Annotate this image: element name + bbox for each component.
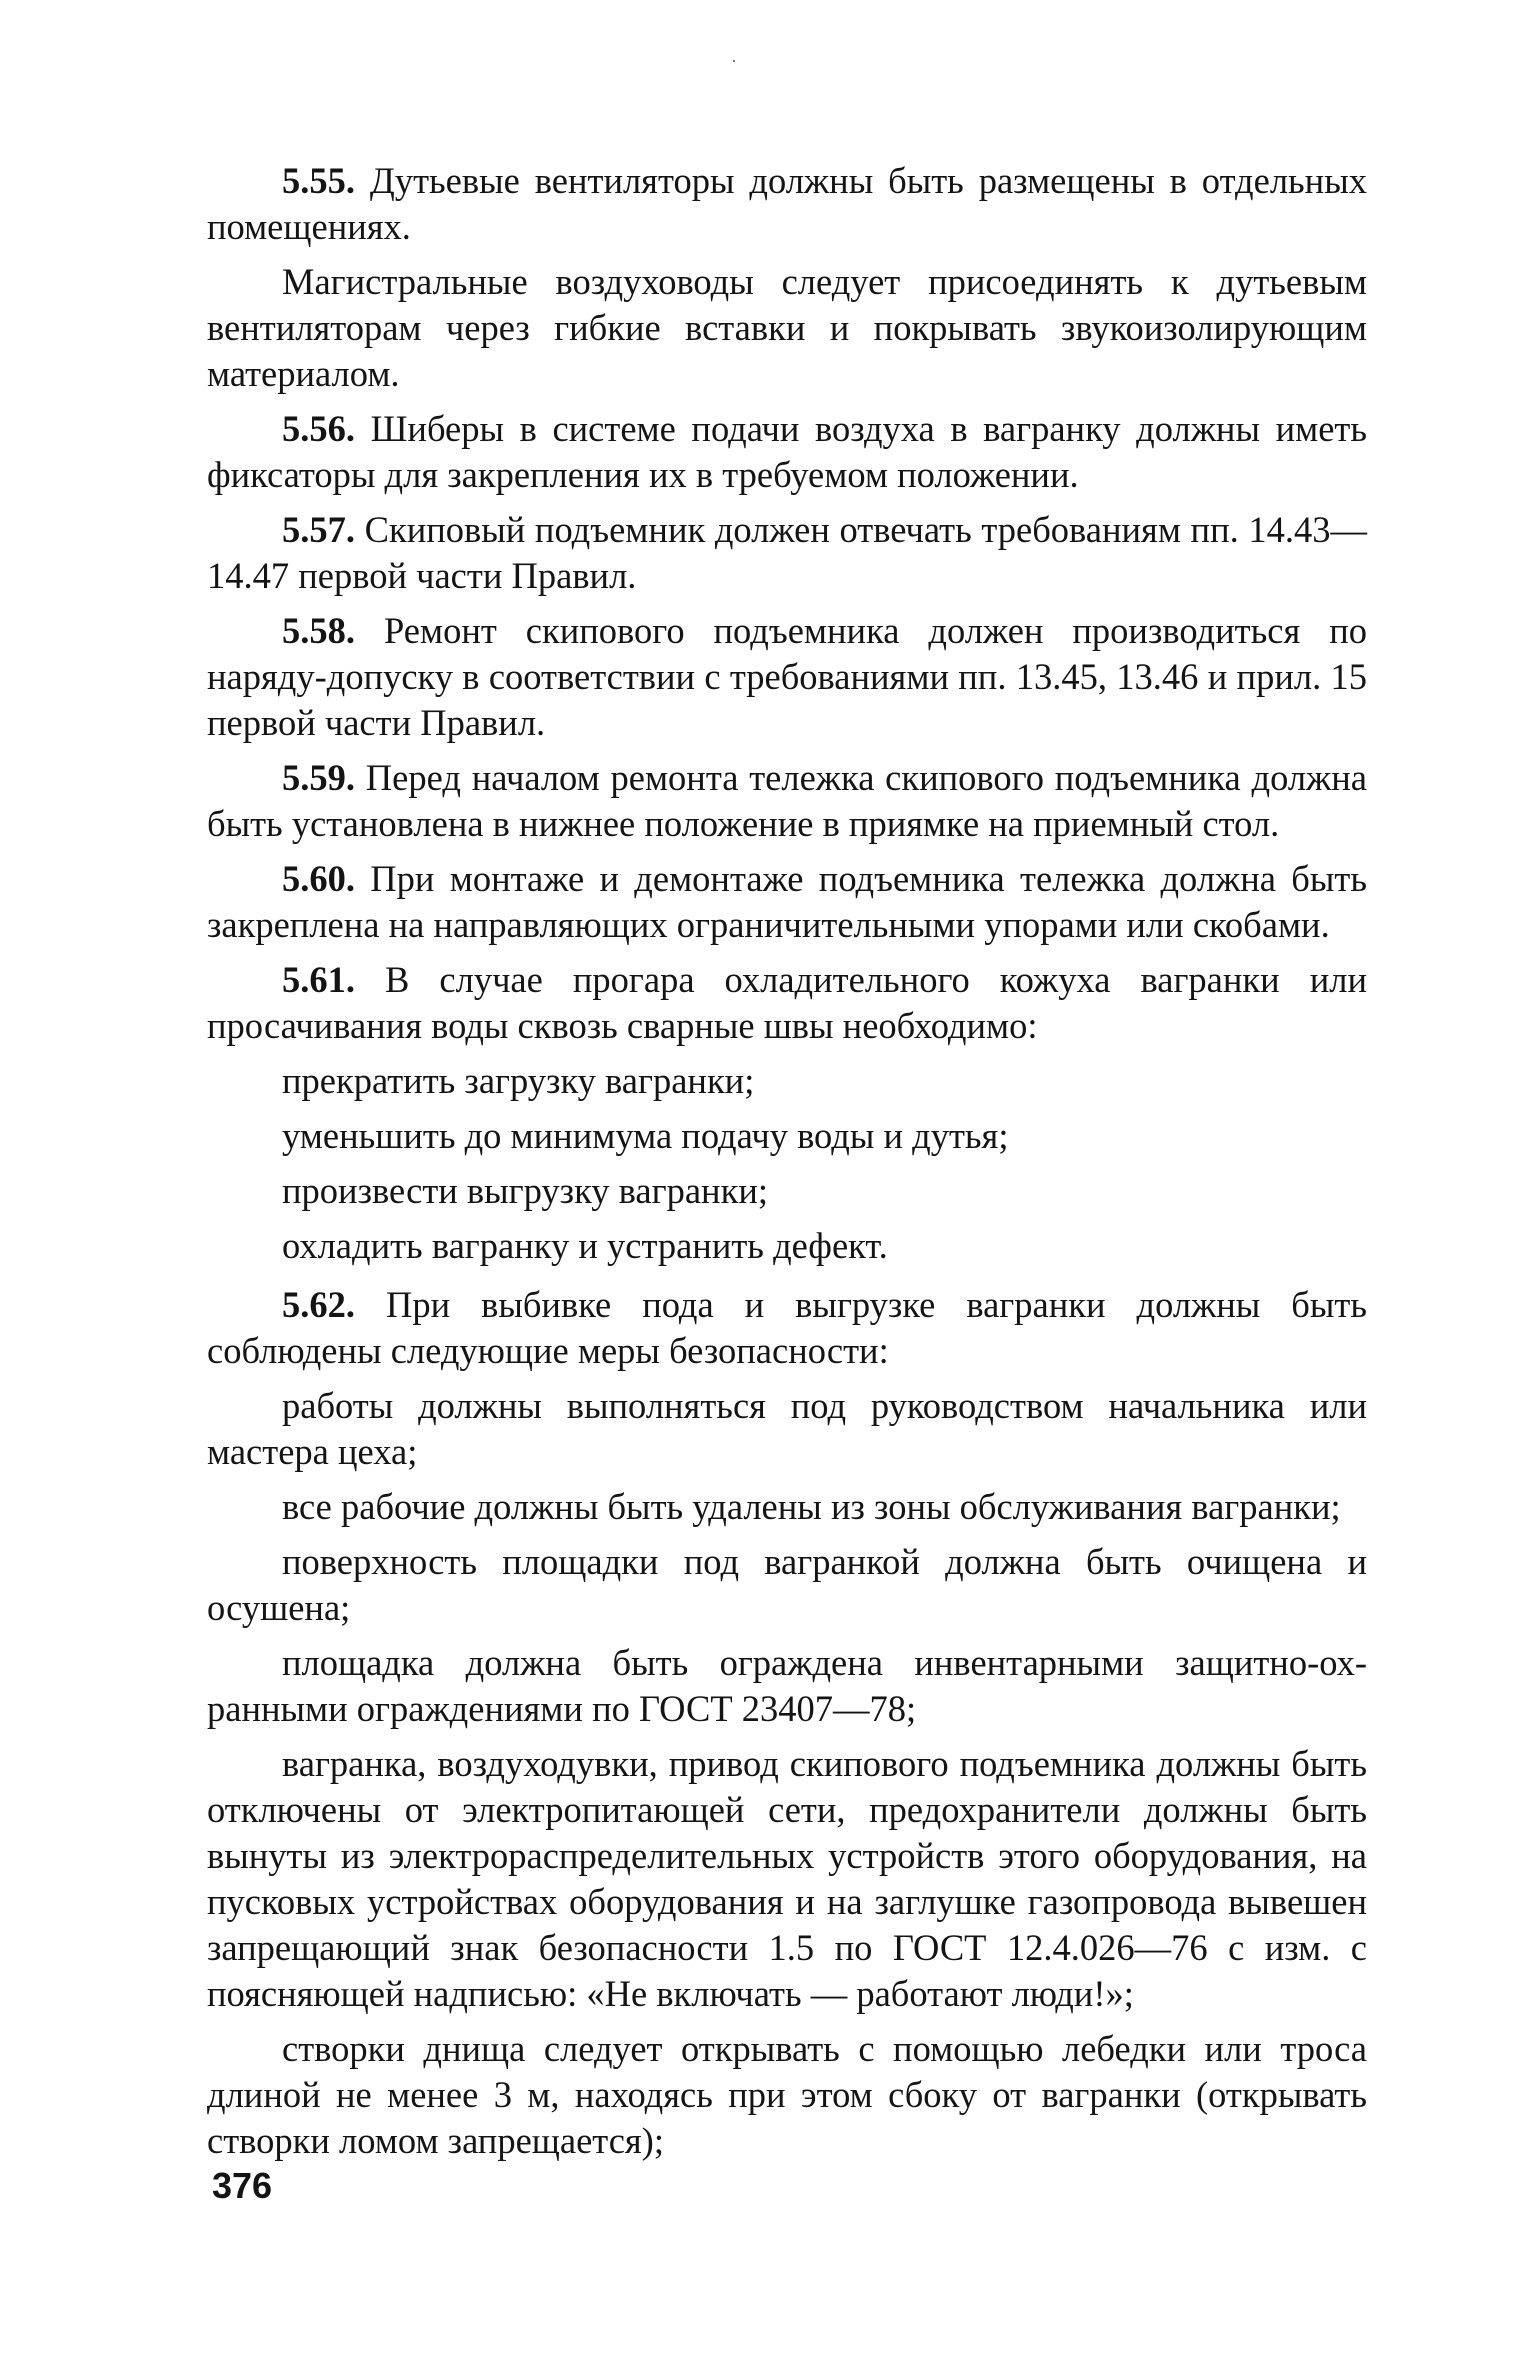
- page-number: 376: [212, 2165, 273, 2206]
- paragraph-number: 5.57.: [282, 509, 355, 550]
- list-item: охладить вагранку и устранить дефект.: [282, 1225, 888, 1266]
- paragraph-number: 5.55.: [282, 160, 355, 201]
- paragraph-number: 5.62.: [282, 1284, 355, 1325]
- list-item: площадка должна быть ограждена инвентарными защитно-охранными ограждениями по ГОСТ 23407—78;: [207, 1642, 1367, 1729]
- paragraph-number: 5.60.: [282, 858, 355, 899]
- list-item: створки днища следует открывать с помощью лебедки или троса длиной не менее 3 м, находясь при этом сбоку от вагранки (открывать створки ломом запрещается);: [207, 2028, 1367, 2161]
- paragraph-5-58: [207, 608, 1367, 746]
- paragraph-text: Дутьевые вентиляторы должны быть размещены в отдельных помещениях.: [207, 160, 1367, 247]
- list-item: работы должны выполняться под руководством начальника или мастера цеха;: [207, 1385, 1367, 1472]
- paragraph-number: 5.58.: [282, 610, 355, 651]
- paragraph-5-59: [207, 755, 1367, 847]
- scan-speck: [733, 60, 735, 62]
- paragraph-text: При монтаже и демонтаже подъемника тележка должна быть закреплена на направляющих ограничительными упорами или скобами.: [207, 858, 1367, 945]
- paragraph-text: В случае прогара охладительного кожуха вагранки или просачивания воды сквозь сварные швы необходимо:: [207, 959, 1367, 1046]
- paragraph-5-57: [207, 507, 1367, 599]
- list-item: уменьшить до минимума подачу воды и дутья;: [282, 1115, 1009, 1156]
- document-page: [207, 158, 1367, 2164]
- paragraph-5-62: [207, 1282, 1367, 1374]
- list-item: вагранка, воздуходувки, привод скипового подъемника должны быть отключены от электропитающей сети, предохранители должны быть вынуты из электрораспределительных устройств этого оборудования, на пусковых устройствах оборудования и на заглушке газопровода вывешен запрещающий знак безопасности 1.5 по ГОСТ 12.4.026—76 с изм. с поясняющей надписью: «Не включать — работают люди!»;: [207, 1743, 1367, 2014]
- list-item: прекратить загрузку вагранки;: [282, 1060, 755, 1101]
- list-item: поверхность площадки под вагранкой должна быть очищена и осушена;: [207, 1541, 1367, 1628]
- paragraph-text: При выбивке пода и выгрузке вагранки должны быть соблюдены следующие меры безопасности:: [207, 1284, 1367, 1371]
- paragraph-5-61: [207, 957, 1367, 1049]
- paragraph-number: 5.59.: [282, 757, 355, 798]
- list-item: все рабочие должны быть удалены из зоны обслуживания вагранки;: [282, 1486, 1341, 1527]
- paragraph-text: Скиповый подъемник должен отвечать требованиям пп. 14.43—14.47 первой части Правил.: [207, 509, 1367, 596]
- paragraph-5-55-continued: [207, 259, 1367, 397]
- paragraph-5-60: [207, 856, 1367, 948]
- paragraph-number: 5.61.: [282, 959, 355, 1000]
- paragraph-number: 5.56.: [282, 408, 355, 449]
- paragraph-5-55: [207, 158, 1367, 250]
- paragraph-5-56: [207, 406, 1367, 498]
- paragraph-text: Магистральные воздуховоды следует присоединять к дутьевым вентиляторам через гибкие вставки и покрывать звукоизолирующим материалом.: [207, 261, 1367, 394]
- paragraph-text: Перед началом ремонта тележка скипового подъемника должна быть установлена в нижнее положение в приямке на приемный стол.: [207, 757, 1367, 844]
- list-item: произвести выгрузку вагранки;: [282, 1170, 768, 1211]
- paragraph-text: Ремонт скипового подъемника должен производиться по наряду-допуску в соответствии с требованиями пп. 13.45, 13.46 и прил. 15 первой части Правил.: [207, 610, 1367, 743]
- paragraph-text: Шиберы в системе подачи воздуха в вагранку должны иметь фиксаторы для закрепления их в требуемом положении.: [207, 408, 1367, 495]
